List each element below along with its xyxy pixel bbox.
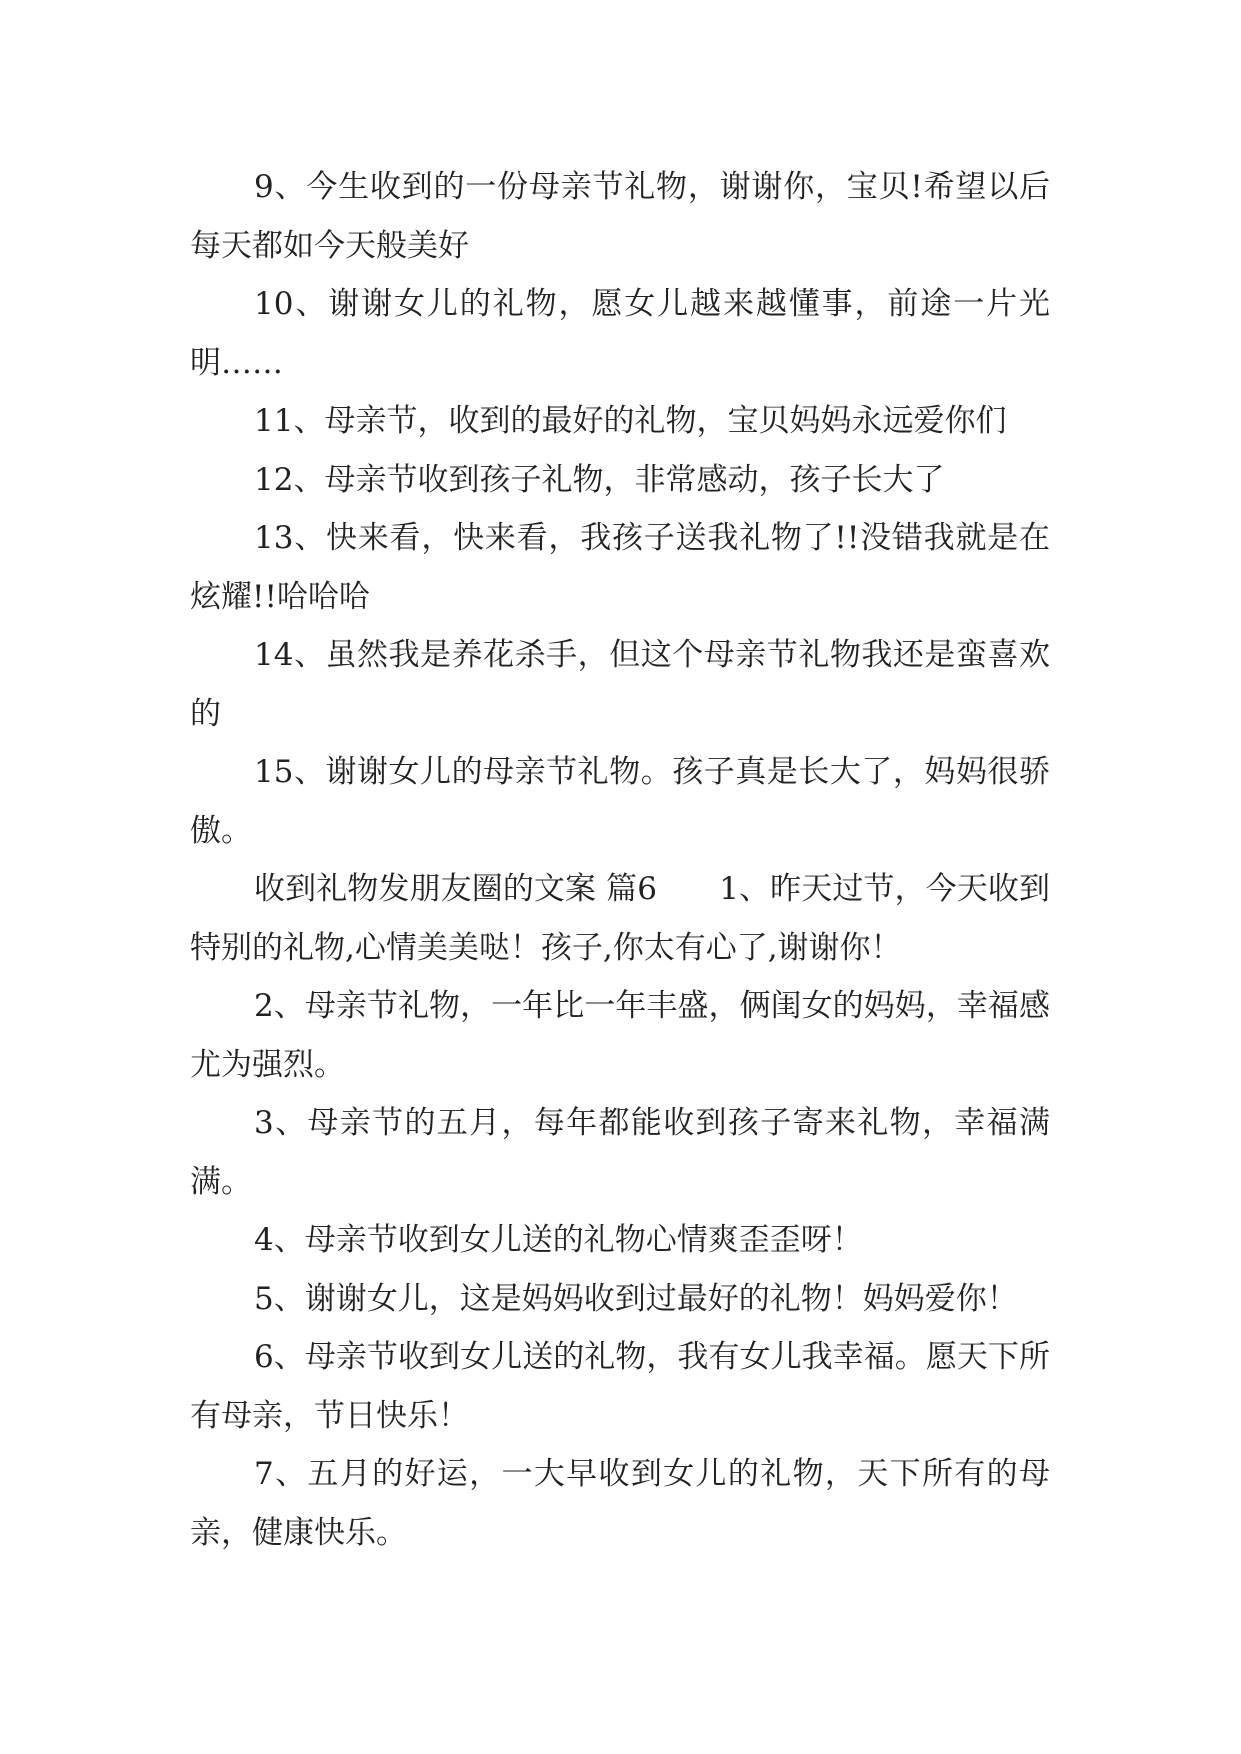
section-heading-paragraph: 收到礼物发朋友圈的文案 篇6 1、昨天过节，今天收到特别的礼物,心情美美哒！孩子,你太有心了,谢谢你！ [190, 871, 1050, 966]
paragraph-5: 5、谢谢女儿，这是妈妈收到过最好的礼物！妈妈爱你！ [254, 1280, 1018, 1317]
paragraph-7: 7、五月的好运，一大早收到女儿的礼物，天下所有的母亲，健康快乐。 [190, 1456, 1050, 1551]
paragraph-6: 6、母亲节收到女儿送的礼物，我有女儿我幸福。愿天下所有母亲，节日快乐！ [190, 1339, 1050, 1434]
paragraph-14: 14、虽然我是养花杀手，但这个母亲节礼物我还是蛮喜欢的 [190, 637, 1050, 732]
paragraph-11: 11、母亲节，收到的最好的礼物，宝贝妈妈永远爱你们 [254, 403, 1007, 439]
paragraph-4: 4、母亲节收到女儿送的礼物心情爽歪歪呀！ [254, 1222, 863, 1258]
document-page [190, 158, 1050, 1562]
paragraph-9: 9、今生收到的一份母亲节礼物，谢谢你，宝贝!希望以后每天都如今天般美好 [190, 169, 1050, 264]
paragraph-12: 12、母亲节收到孩子礼物，非常感动，孩子长大了 [254, 461, 945, 498]
paragraph-13: 13、快来看，快来看，我孩子送我礼物了!!没错我就是在炫耀!!哈哈哈 [190, 520, 1050, 615]
paragraph-15: 15、谢谢女儿的母亲节礼物。孩子真是长大了，妈妈很骄傲。 [190, 754, 1050, 849]
paragraph-10: 10、谢谢女儿的礼物，愿女儿越来越懂事，前途一片光明…… [190, 286, 1050, 381]
paragraph-2: 2、母亲节礼物，一年比一年丰盛，俩闺女的妈妈，幸福感尤为强烈。 [190, 988, 1050, 1083]
paragraph-3: 3、母亲节的五月，每年都能收到孩子寄来礼物，幸福满满。 [190, 1105, 1050, 1200]
